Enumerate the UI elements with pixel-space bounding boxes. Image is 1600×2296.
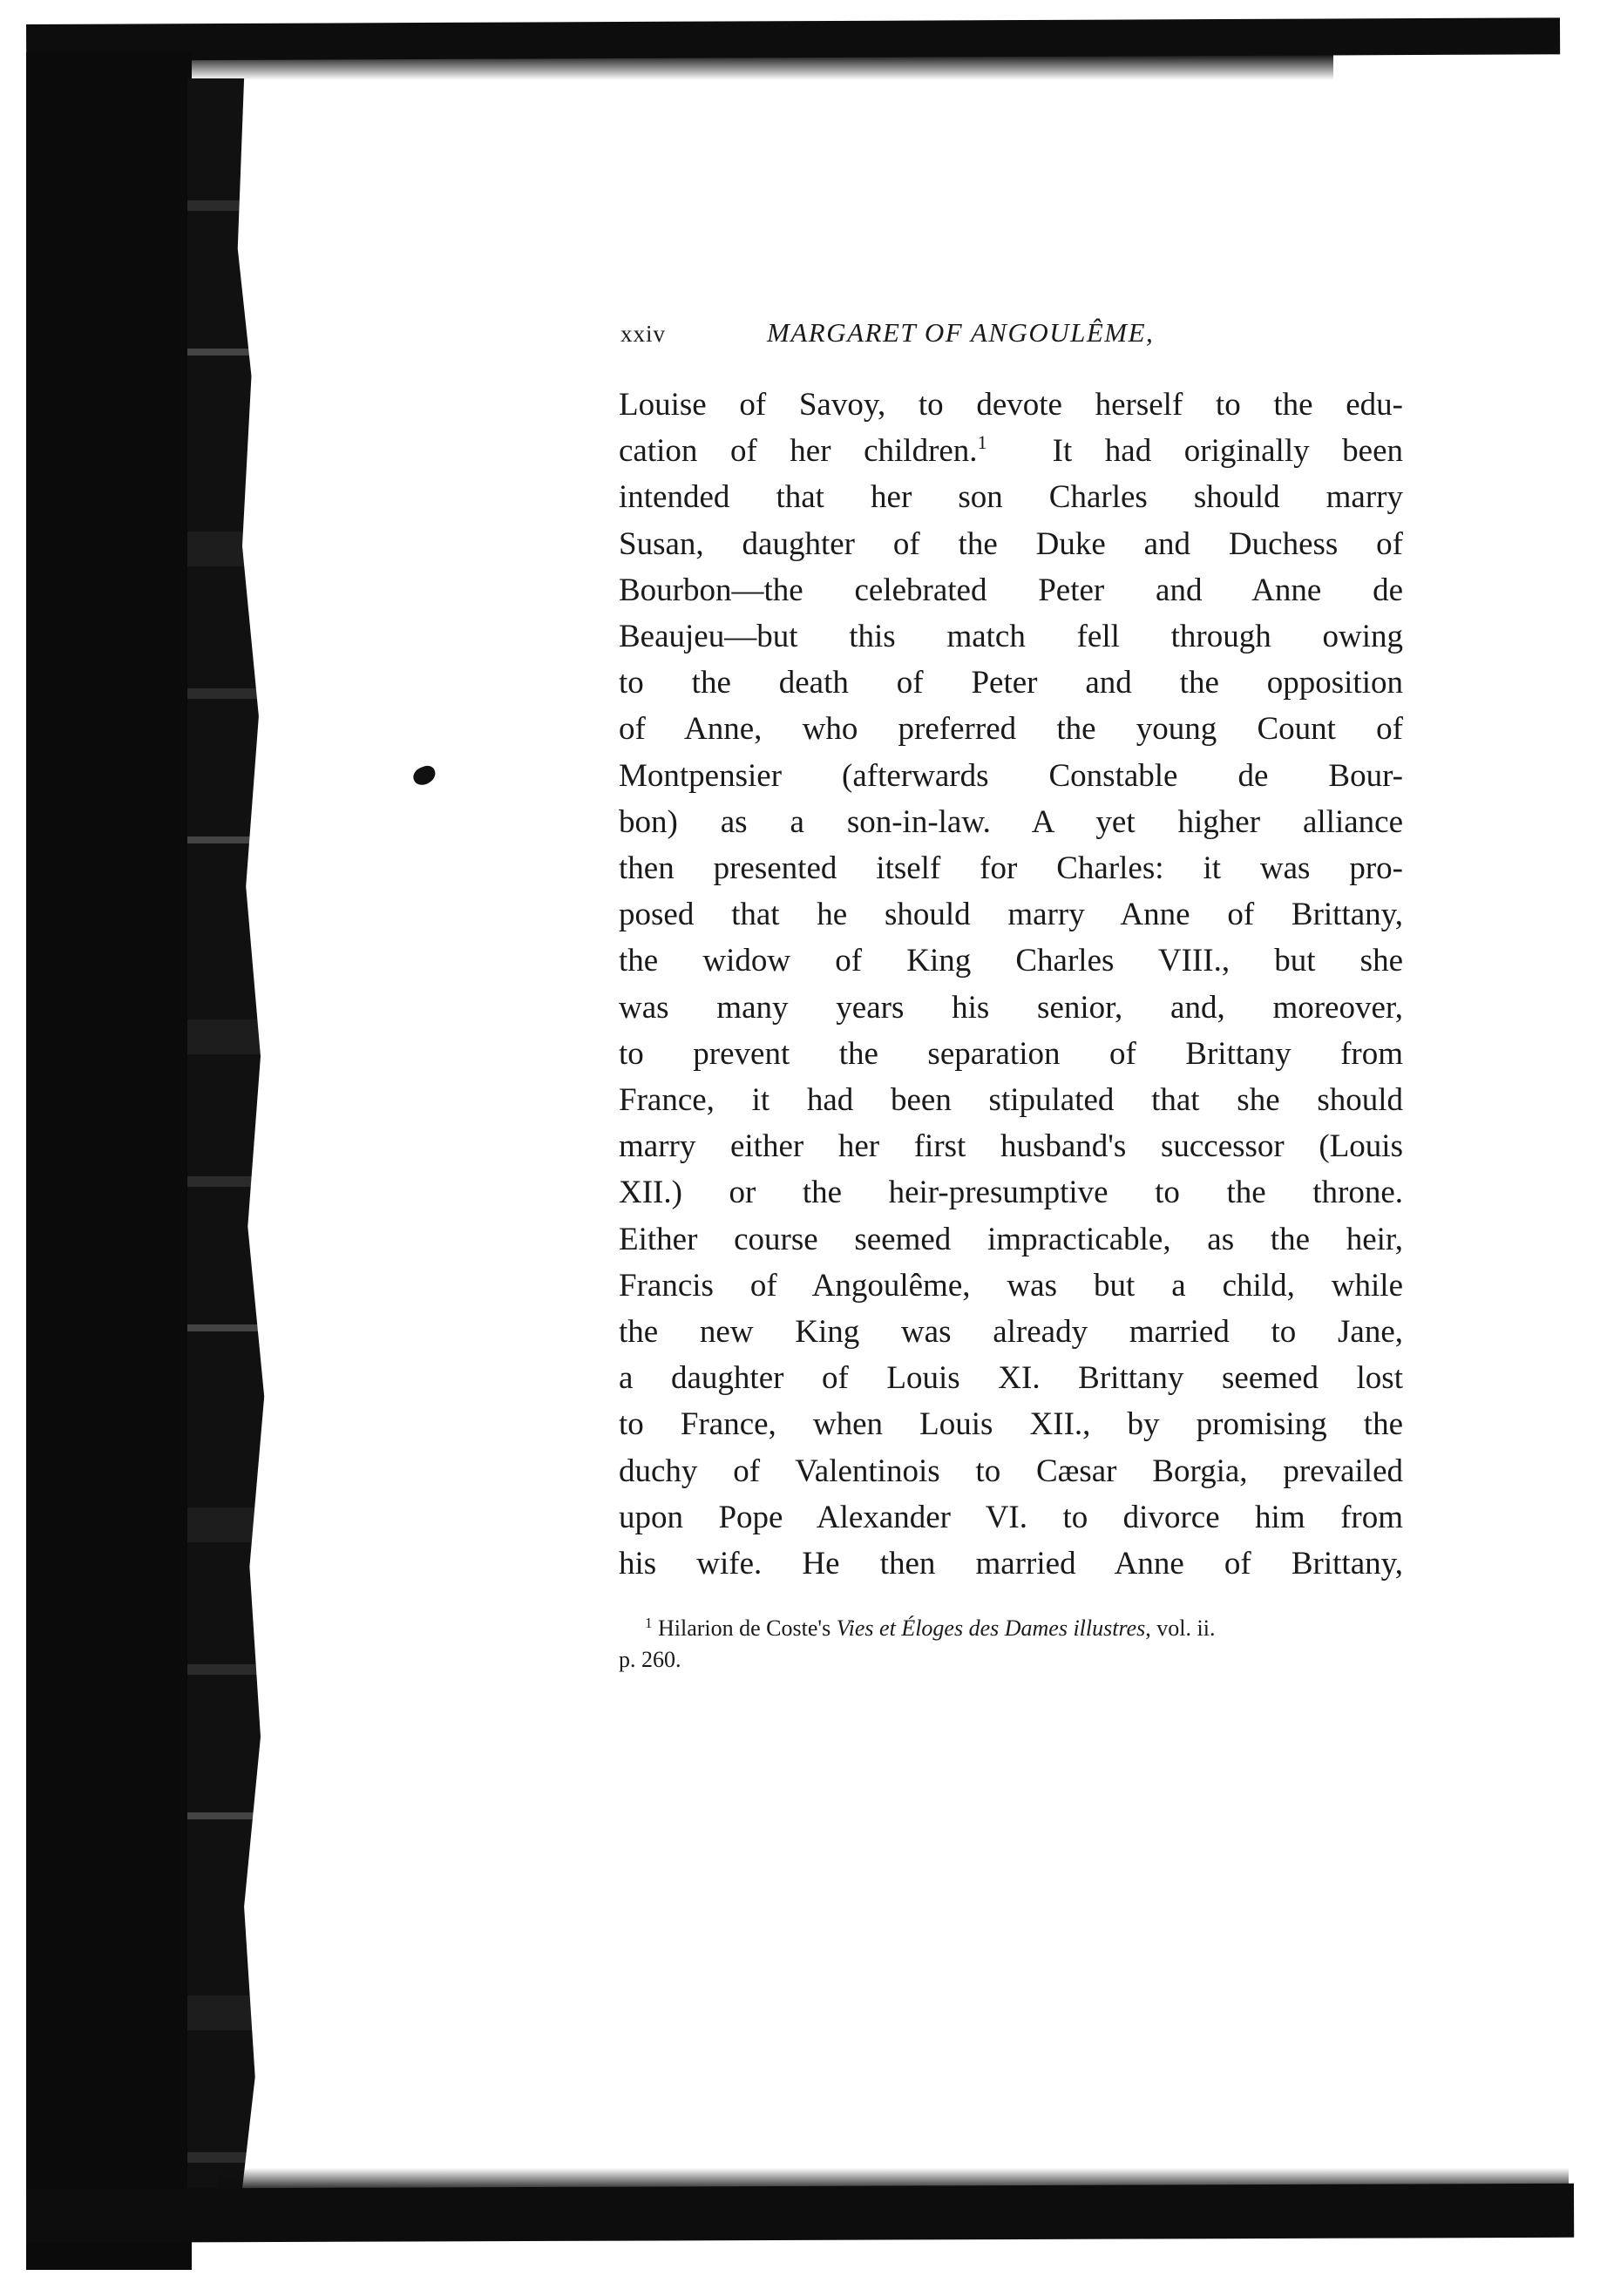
text-line: France, it had been stipulated that she should (619, 1082, 1403, 1119)
running-head (619, 314, 1403, 356)
ink-speck (410, 763, 437, 788)
scan-page-edge (187, 78, 279, 2205)
text-line: Bourbon—the celebrated Peter and Anne de (619, 572, 1403, 608)
text-segment: It had originally been (1052, 433, 1403, 470)
text-segment: cation of her children. (619, 433, 978, 470)
text-line: Susan, daughter of the Duke and Duchess of (619, 525, 1403, 562)
book-page (619, 314, 1403, 1676)
text-line: intended that her son Charles should marry (619, 479, 1403, 516)
footnote-italic-title: Vies et Éloges des Dames illustres (836, 1615, 1146, 1642)
text-line: posed that he should marry Anne of Brittany, (619, 897, 1403, 933)
text-line: Either course seemed impracticable, as the heir, (619, 1221, 1403, 1257)
text-line: duchy of Valentinois to Cæsar Borgia, prevailed (619, 1453, 1403, 1489)
text-line: Montpensier (afterwards Constable de Bour- (619, 757, 1403, 794)
text-line: Francis of Angoulême, was but a child, while (619, 1267, 1403, 1304)
scan-shadow-top (26, 54, 1333, 80)
text-line: to prevent the separation of Brittany from (619, 1035, 1403, 1072)
footnote-continuation: p. 260. (619, 1647, 681, 1673)
text-line: Beaujeu—but this match fell through owing (619, 619, 1403, 655)
footnote (619, 1613, 1403, 1676)
text-line: to the death of Peter and the opposition (619, 665, 1403, 701)
text-line: a daughter of Louis XI. Brittany seemed lost (619, 1360, 1403, 1397)
text-line: the widow of King Charles VIII., but she (619, 943, 1403, 979)
text-line: Louise of Savoy, to devote herself to the edu- (619, 387, 1403, 423)
text-line: to France, when Louis XII., by promising the (619, 1406, 1403, 1443)
text-line: upon Pope Alexander VI. to divorce him from (619, 1499, 1403, 1535)
text-line (619, 428, 1403, 474)
scan-shadow-bottom (218, 2168, 1569, 2192)
text-line: bon) as a son-in-law. A yet higher alliance (619, 803, 1403, 840)
page-number: xxiv (620, 321, 667, 347)
footnote-number: 1 (645, 1615, 653, 1632)
text-line: the new King was already married to Jane, (619, 1314, 1403, 1351)
text-line: then presented itself for Charles: it was pro- (619, 850, 1403, 887)
text-line: his wife. He then married Anne of Brittany, (619, 1546, 1403, 1582)
body-text (619, 382, 1403, 1587)
scan-border-left (26, 52, 192, 2270)
text-line: marry either her first husband's successor (Louis (619, 1128, 1403, 1165)
text-line: was many years his senior, and, moreover, (619, 989, 1403, 1026)
footnote-text: Hilarion de Coste's (658, 1615, 837, 1642)
text-line: of Anne, who preferred the young Count of (619, 711, 1403, 748)
footnote-text-end: , vol. ii. (1145, 1615, 1216, 1642)
running-title: MARGARET OF ANGOULÊME, (767, 317, 1155, 348)
scan-border-bottom (26, 2184, 1574, 2243)
footnote-marker: 1 (977, 431, 987, 454)
text-line: XII.) or the heir-presumptive to the throne. (619, 1175, 1403, 1211)
